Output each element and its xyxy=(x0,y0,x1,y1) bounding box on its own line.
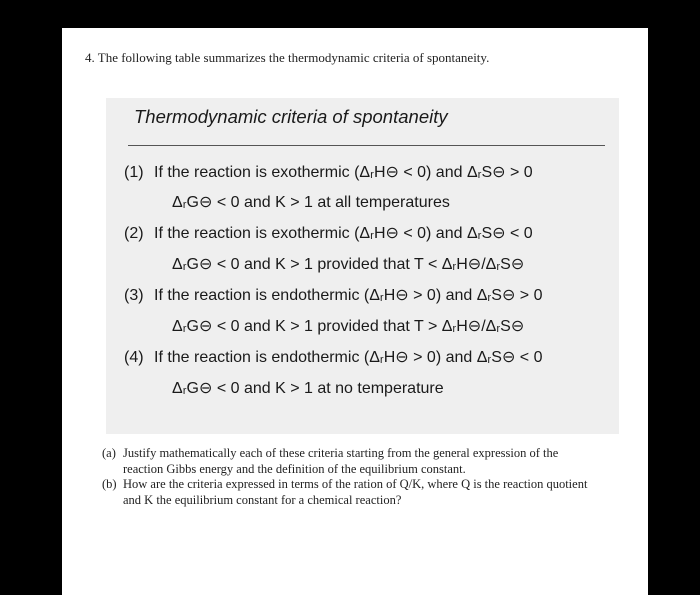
part-b xyxy=(102,477,592,508)
question-number: 4. xyxy=(85,50,95,65)
part-a xyxy=(102,446,592,477)
document-page xyxy=(62,28,648,595)
criterion-1-result: ΔᵣG⊖ < 0 and K > 1 at all temperatures xyxy=(172,194,450,211)
question-parts xyxy=(102,446,592,508)
criterion-3 xyxy=(124,285,542,305)
criterion-3-result: ΔᵣG⊖ < 0 and K > 1 provided that T > ΔᵣH⊖/ΔᵣS⊖ xyxy=(172,318,525,335)
part-text: Justify mathematically each of these criteria starting from the general expression of the reaction Gibbs energy and the definition of the equilibrium constant. xyxy=(123,446,559,476)
criterion-condition: If the reaction is endothermic (ΔᵣH⊖ > 0) and ΔᵣS⊖ > 0 xyxy=(154,287,543,304)
criterion-condition: If the reaction is exothermic (ΔᵣH⊖ < 0) and ΔᵣS⊖ < 0 xyxy=(154,225,533,242)
criterion-number: (3) xyxy=(124,287,144,304)
criterion-2 xyxy=(124,223,533,243)
part-label: (a) xyxy=(102,446,116,460)
criteria-table xyxy=(106,98,619,434)
part-label: (b) xyxy=(102,477,117,491)
criterion-number: (2) xyxy=(124,225,144,242)
criterion-1 xyxy=(124,162,533,182)
question-heading xyxy=(85,50,555,66)
criterion-2-result: ΔᵣG⊖ < 0 and K > 1 provided that T < ΔᵣH⊖/ΔᵣS⊖ xyxy=(172,256,525,273)
criterion-condition: If the reaction is endothermic (ΔᵣH⊖ > 0) and ΔᵣS⊖ < 0 xyxy=(154,349,543,366)
part-text: How are the criteria expressed in terms of the ration of Q/K, where Q is the reaction quotient and K the equilibrium constant for a chemical reaction? xyxy=(123,477,588,507)
criterion-number: (1) xyxy=(124,164,144,181)
question-text: The following table summarizes the thermodynamic criteria of spontaneity. xyxy=(97,50,490,65)
criterion-4 xyxy=(124,347,542,367)
criterion-4-result: ΔᵣG⊖ < 0 and K > 1 at no temperature xyxy=(172,380,444,397)
table-divider xyxy=(128,145,605,146)
criterion-number: (4) xyxy=(124,349,144,366)
table-title: Thermodynamic criteria of spontaneity xyxy=(134,106,448,127)
criterion-condition: If the reaction is exothermic (ΔᵣH⊖ < 0) and ΔᵣS⊖ > 0 xyxy=(154,164,533,181)
